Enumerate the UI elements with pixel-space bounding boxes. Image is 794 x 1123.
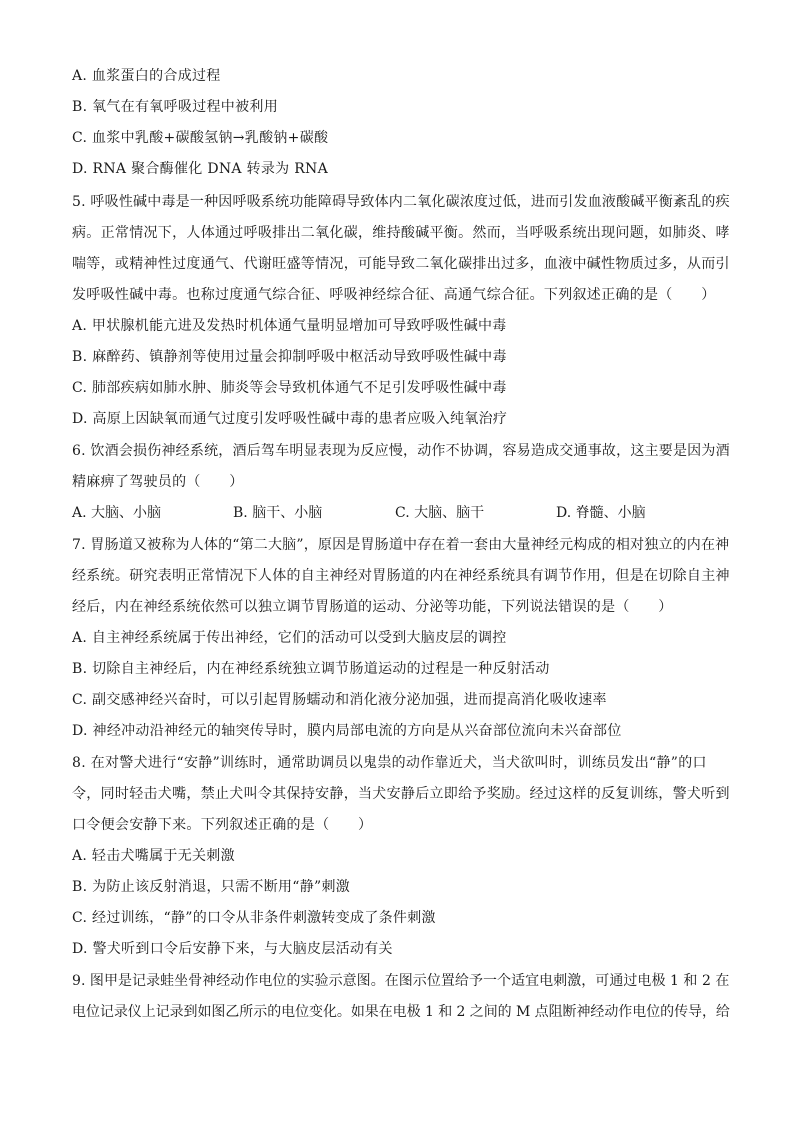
q9-stem-line: 9. 图甲是记录蛙坐骨神经动作电位的实验示意图。在图示位置给予一个适宜电刺激，可通过电极 1 和 2 在 (72, 973, 730, 989)
q6-option-c: C. 大脑、脑干 (395, 505, 485, 521)
q4-option-d: D. RNA 聚合酶催化 DNA 转录为 RNA (72, 161, 329, 177)
q6-options-row (72, 503, 732, 523)
q7-stem-line: 7. 胃肠道又被称为人体的“第二大脑”，原因是胃肠道中存在着一套由大量神经元构成的相对独立的内在神 (72, 537, 730, 553)
q5-stem-line: 喘等，或精神性过度通气、代谢旺盛等情况，可能导致二氧化碳排出过多，血液中碱性物质过多，从而引 (72, 256, 730, 272)
q8-option-c: C. 经过训练，“静”的口令从非条件刺激转变成了条件刺激 (72, 910, 436, 926)
q7-stem-line: 经系统。研究表明正常情况下人体的自主神经对胃肠道的内在神经系统具有调节作用，但是在切除自主神 (72, 568, 730, 584)
q5-stem-line: 5. 呼吸性碱中毒是一种因呼吸系统功能障碍导致体内二氧化碳浓度过低，进而引发血液酸碱平衡紊乱的疾 (72, 194, 730, 210)
q6-option-a: A. 大脑、小脑 (72, 505, 162, 521)
q7-option-d: D. 神经冲动沿神经元的轴突传导时，膜内局部电流的方向是从兴奋部位流向未兴奋部位 (72, 723, 622, 739)
q8-stem-line: 8. 在对警犬进行“安静”训练时，通常助调员以鬼祟的动作靠近犬，当犬欲叫时，训练员发出“静”的口 (72, 755, 707, 771)
q7-stem-line: 经后，内在神经系统依然可以独立调节胃肠道的运动、分泌等功能，下列说法错误的是（ ） (72, 599, 673, 615)
q6-stem-line: 6. 饮酒会损伤神经系统，酒后驾车明显表现为反应慢，动作不协调，容易造成交通事故，这主要是因为酒 (72, 443, 730, 459)
q9-stem-line: 电位记录仪上记录到如图乙所示的电位变化。如果在电极 1 和 2 之间的 M 点阻断神经动作电位的传导，给 (72, 1004, 730, 1020)
q8-stem-line: 口令便会安静下来。下列叙述正确的是（ ） (72, 817, 373, 833)
q6-option-d: D. 脊髓、小脑 (556, 505, 646, 521)
q7-option-c: C. 副交感神经兴奋时，可以引起胃肠蠕动和消化液分泌加强，进而提高消化吸收速率 (72, 692, 607, 708)
q5-option-b: B. 麻醉药、镇静剂等使用过量会抑制呼吸中枢活动导致呼吸性碱中毒 (72, 349, 507, 365)
q4-option-b: B. 氧气在有氧呼吸过程中被利用 (72, 99, 278, 115)
q7-option-a: A. 自主神经系统属于传出神经，它们的活动可以受到大脑皮层的调控 (72, 630, 507, 646)
q5-option-d: D. 高原上因缺氧而通气过度引发呼吸性碱中毒的患者应吸入纯氧治疗 (72, 411, 508, 427)
q6-option-b: B. 脑干、小脑 (233, 505, 323, 521)
q5-option-a: A. 甲状腺机能亢进及发热时机体通气量明显增加可导致呼吸性碱中毒 (72, 318, 507, 334)
q4-option-c: C. 血浆中乳酸+碳酸氢钠→乳酸钠+碳酸 (72, 130, 329, 146)
q8-option-b: B. 为防止该反射消退，只需不断用“静”刺激 (72, 879, 351, 895)
q7-option-b: B. 切除自主神经后，内在神经系统独立调节肠道运动的过程是一种反射活动 (72, 661, 550, 677)
q8-option-d: D. 警犬听到口令后安静下来，与大脑皮层活动有关 (72, 941, 393, 957)
q6-stem-line: 精麻痹了驾驶员的（ ） (72, 474, 244, 490)
q5-stem-line: 病。正常情况下，人体通过呼吸排出二氧化碳，维持酸碱平衡。然而，当呼吸系统出现问题，如肺炎、哮 (72, 225, 730, 241)
q4-option-a: A. 血浆蛋白的合成过程 (72, 68, 221, 84)
q5-option-c: C. 肺部疾病如肺水肿、肺炎等会导致机体通气不足引发呼吸性碱中毒 (72, 380, 507, 396)
q5-stem-line: 发呼吸性碱中毒。也称过度通气综合征、呼吸神经综合征、高通气综合征。下列叙述正确的是（ ） (72, 287, 716, 303)
q8-option-a: A. 轻击犬嘴属于无关刺激 (72, 848, 235, 864)
q8-stem-line: 令，同时轻击犬嘴，禁止犬叫令其保持安静，当犬安静后立即给予奖励。经过这样的反复训练，警犬听到 (72, 786, 730, 802)
